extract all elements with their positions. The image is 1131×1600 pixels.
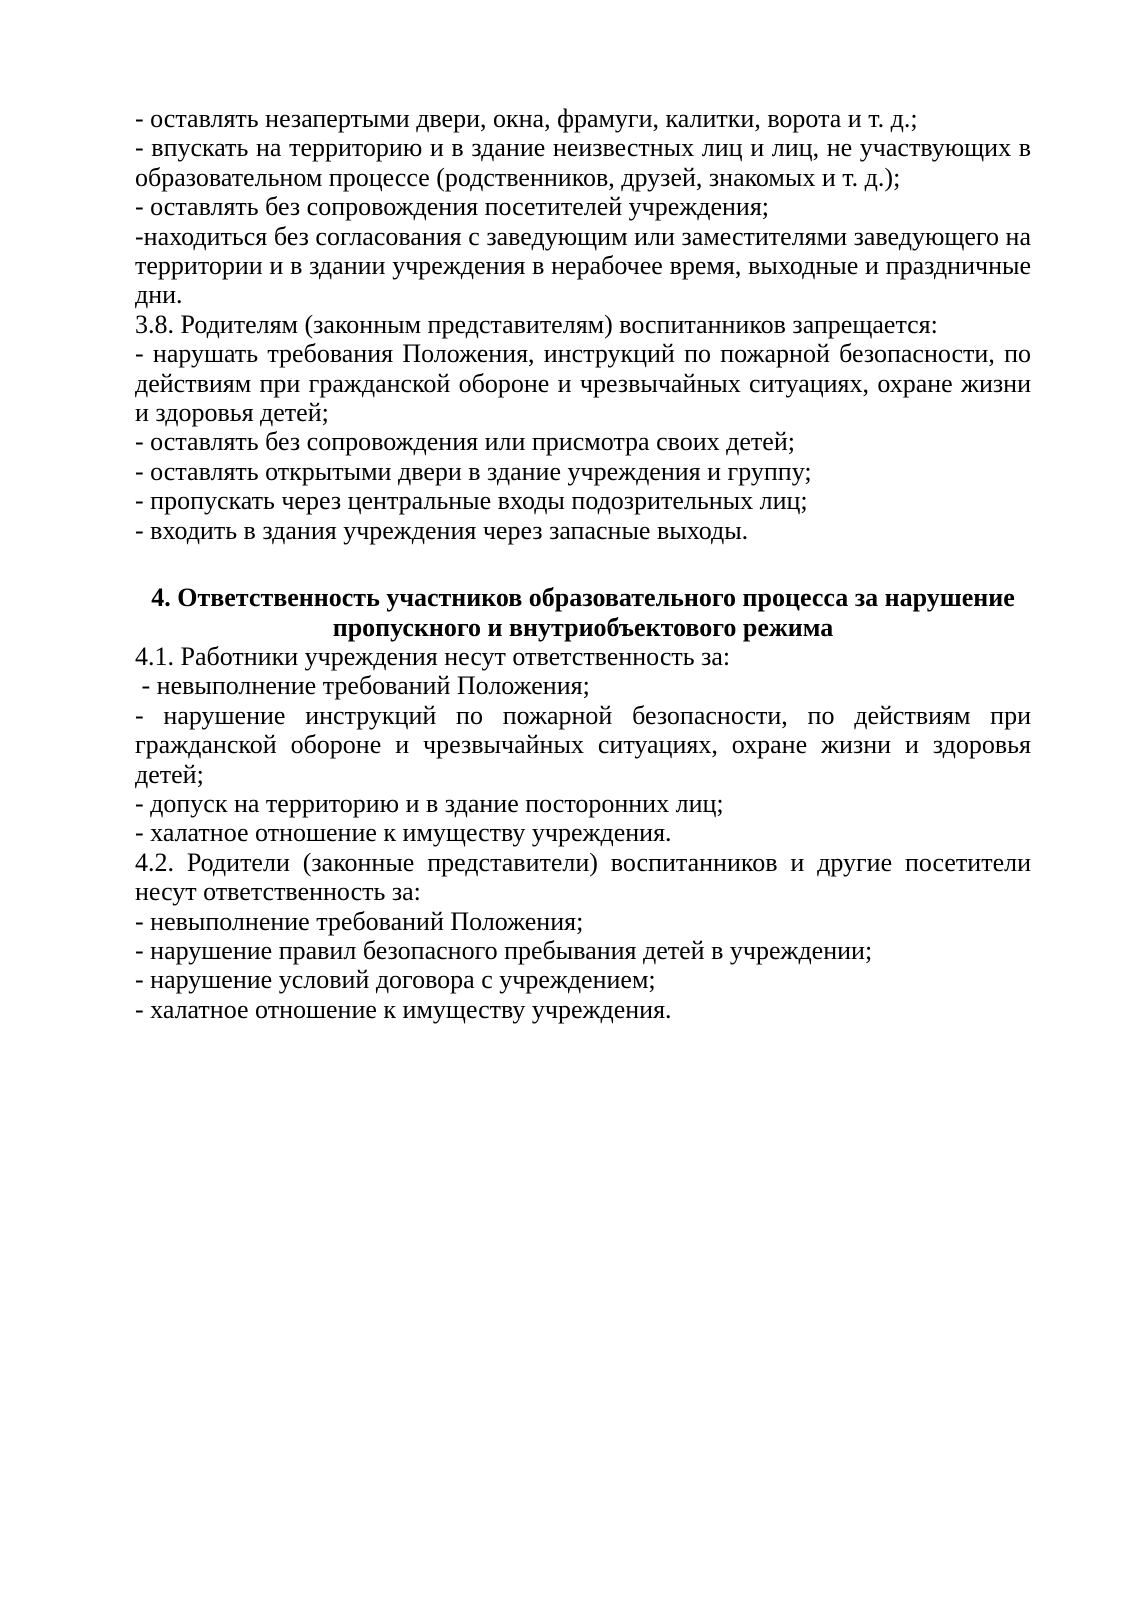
list-item: - невыполнение требований Положения; <box>135 906 584 936</box>
list-item: - нарушение условий договора с учреждением; <box>135 965 656 995</box>
list-item: - халатное отношение к имуществу учреждения. <box>135 994 672 1024</box>
clause-3-8: 3.8. Родителям (законным представителям) воспитанников запрещается: <box>135 309 938 339</box>
list-item: - невыполнение требований Положения; <box>135 671 590 701</box>
list-item: - оставлять незапертыми двери, окна, фрамуги, калитки, ворота и т. д.; <box>135 104 918 133</box>
list-item: -находиться без согласования с заведующим или заместителями заведующего на территории и в здании учреждения в нерабочее время, выходные и праздничные дни. <box>135 221 1038 310</box>
list-item: - оставлять открытыми двери в здание учреждения и группу; <box>135 456 812 486</box>
section-4-heading-line-1: 4. Ответственность участников образовательного процесса за нарушение <box>151 583 1015 613</box>
list-item: - халатное отношение к имуществу учреждения. <box>135 818 672 848</box>
section-3-list <box>135 104 1038 545</box>
clause-4-1: 4.1. Работники учреждения несут ответственность за: <box>135 641 731 671</box>
list-item: - входить в здания учреждения через запасные выходы. <box>135 515 749 545</box>
list-item: - оставлять без сопровождения или присмотра своих детей; <box>135 427 795 457</box>
list-item: - впускать на территорию и в здание неизвестных лиц и лиц, не участвующих в образовательном процессе (родственников, друзей, знакомых и т. д.); <box>135 133 1038 192</box>
list-item: - нарушать требования Положения, инструкций по пожарной безопасности, по действиям при гражданской обороне и чрезвычайных ситуациях, охране жизни и здоровья детей; <box>135 339 1038 428</box>
list-item: - оставлять без сопровождения посетителей учреждения; <box>135 192 770 222</box>
list-item: - пропускать через центральные входы подозрительных лиц; <box>135 486 808 516</box>
clause-4-2: 4.2. Родители (законные представители) воспитанников и другие посетители несут ответственность за: <box>135 847 1038 907</box>
list-item: - допуск на территорию и в здание посторонних лиц; <box>135 788 724 818</box>
section-4-heading-line-2: пропускного и внутриобъектового режима <box>332 612 834 642</box>
list-item: - нарушение правил безопасного пребывания детей в учреждении; <box>135 935 873 965</box>
section-4-heading <box>135 583 1031 642</box>
list-item: - нарушение инструкций по пожарной безопасности, по действиям при гражданской обороне и чрезвычайных ситуациях, охране жизни и здоровья детей; <box>135 700 1038 789</box>
section-4-list <box>135 641 1038 1024</box>
